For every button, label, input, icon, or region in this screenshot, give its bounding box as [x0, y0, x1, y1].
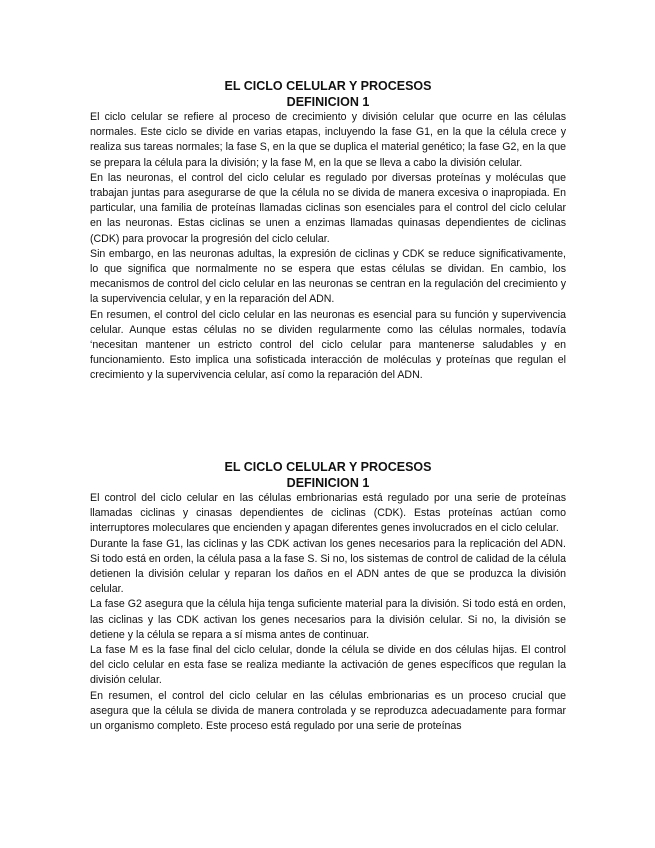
section-title: EL CICLO CELULAR Y PROCESOS — [224, 79, 432, 93]
paragraph: En resumen, el control del ciclo celular en las células embrionarias es un proceso crucial que asegura que la célula se divida de manera controlada y se reproduzca adecuadamente para formar un organismo completo. Este proceso está regulado por una serie de proteínas — [90, 689, 566, 733]
paragraph: La fase M es la fase final del ciclo celular, donde la célula se divide en dos células hijas. El control del ciclo celular en esta fase se realiza mediante la activación de genes específicos que regulan la división celular. — [90, 644, 566, 687]
section-subtitle: DEFINICION 1 — [286, 95, 370, 109]
section-title: EL CICLO CELULAR Y PROCESOS — [224, 460, 432, 474]
section-2 — [90, 459, 566, 734]
paragraph: En resumen, el control del ciclo celular en las neuronas es esencial para su función y supervivencia celular. Aunque estas células no se dividen regularmente como las células normales, todavía ‘necesitan mantener un estricto control del ciclo celular para mantenerse saludables y en funcionamiento. Esto implica una sofisticada interacción de moléculas y proteínas que regulan el crecimiento y la supervivencia celular, así como la reparación del ADN. — [90, 308, 566, 382]
paragraph: Sin embargo, en las neuronas adultas, la expresión de ciclinas y CDK se reduce significativamente, lo que significa que normalmente no se espera que estas células se dividan. En cambio, los mecanismos de control del ciclo celular en las neuronas se centran en la regulación del crecimiento y la supervivencia celular, y en la reparación del ADN. — [90, 247, 566, 306]
section-subtitle: DEFINICION 1 — [286, 476, 370, 490]
paragraph: El ciclo celular se refiere al proceso de crecimiento y división celular que ocurre en las células normales. Este ciclo se divide en varias etapas, incluyendo la fase G1, en la que la célula crece y realiza sus tareas normales; la fase S, en la que se duplica el material genético; la fase G2, en la que se prepara la célula para la división; y la fase M, en la que se lleva a cabo la división celular. — [90, 111, 566, 169]
section-1 — [90, 78, 566, 384]
paragraph: El control del ciclo celular en las células embrionarias está regulado por una serie de proteínas llamadas ciclinas y cinasas dependientes de ciclinas (CDK). Estas proteínas actúan como interruptores moleculares que encienden y apagan diferentes genes involucrados en el ciclo celular. — [90, 492, 566, 535]
paragraph: La fase G2 asegura que la célula hija tenga suficiente material para la división. Si todo está en orden, las ciclinas y las CDK activan los genes necesarios para la división celular. Si no, la división se detiene y la célula se repara a sí misma antes de continuar. — [90, 598, 566, 641]
paragraph: Durante la fase G1, las ciclinas y las CDK activan los genes necesarios para la replicación del ADN. Si todo está en orden, la célula pasa a la fase S. Si no, los sistemas de control de calidad de la célula detienen la división celular y reparan los daños en el ADN antes de que se produzca la división celular. — [90, 537, 566, 596]
paragraph: En las neuronas, el control del ciclo celular es regulado por diversas proteínas y moléculas que trabajan juntas para asegurarse de que la célula no se divida de manera excesiva o inapropiada. En particular, una familia de proteínas llamadas ciclinas son esenciales para el control del ciclo celular en las neuronas. Estas ciclinas se unen a enzimas llamadas quinasas dependientes de ciclinas (CDK) para provocar la progresión del ciclo celular. — [90, 171, 566, 245]
